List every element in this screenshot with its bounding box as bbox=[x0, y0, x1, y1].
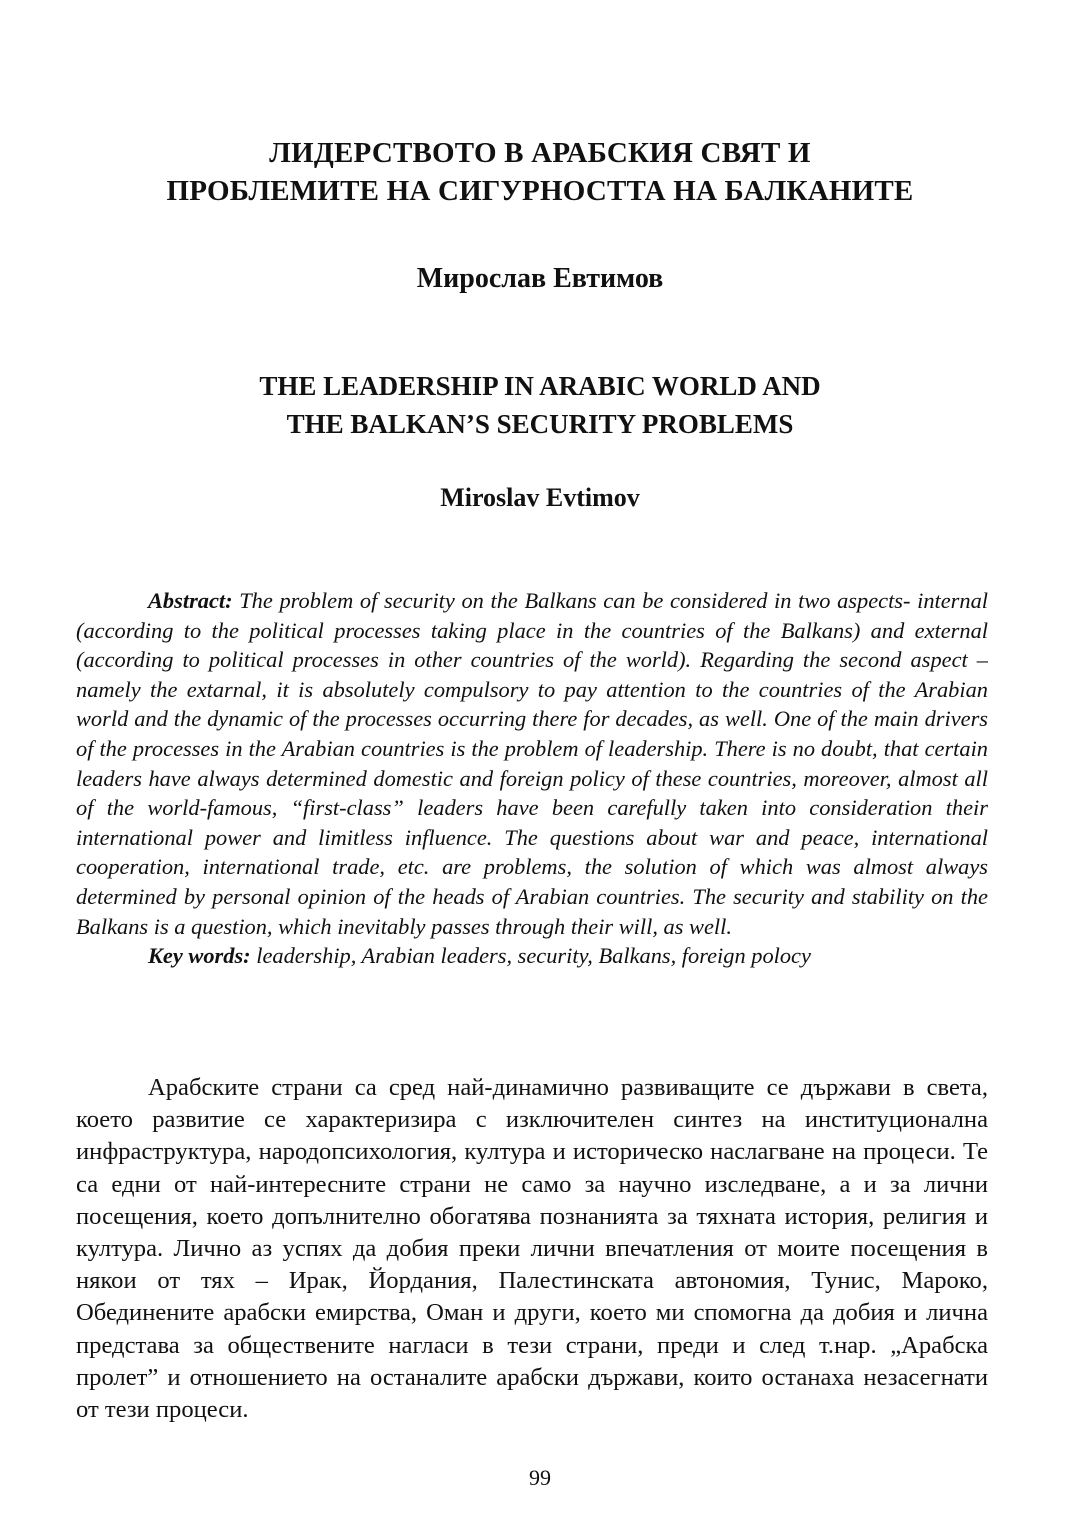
keywords-label: Key words: bbox=[148, 943, 251, 969]
abstract-paragraph bbox=[76, 586, 988, 941]
title-english bbox=[60, 367, 1020, 443]
abstract-label: Abstract: bbox=[148, 588, 233, 613]
page-number: 99 bbox=[529, 1465, 551, 1490]
keywords-text: leadership, Arabian leaders, security, Balkans, foreign polocy bbox=[250, 943, 811, 969]
title-bulgarian bbox=[60, 134, 1020, 210]
title-bulgarian-line-2: ПРОБЛЕМИТЕ НА СИГУРНОСТТА НА БАЛКАНИТЕ bbox=[166, 175, 914, 207]
body-paragraph: Арабските страни са сред най-динамично развиващите се държави в света, което развитие се характеризира с изключителен синтез на институционална инфраструктура, народопсихология, култура и историческо наслагване на процеси. Те са едни от най-интересните страни не само за научно изследване, а и за лични посещения, което допълнително обогатява познанията за тяхната история, религия и култура. Лично аз успях да добия преки лични впечатления от моите посещения в някои от тях – Ирак, Йордания, Палестинската автономия, Тунис, Мароко, Обединените арабски емирства, Оман и други, което ми спомогна да добия и лична представа за обществените нагласи в тези страни, преди и след т.нар. „Арабска пролет” и отношението на останалите арабски държави, които останаха незасегнати от тези процеси. bbox=[76, 1074, 988, 1424]
keywords-line bbox=[76, 941, 988, 971]
abstract-block bbox=[76, 586, 988, 971]
abstract-text: The problem of security on the Balkans can be considered in two aspects- internal (according to the political processes taking place in the countries of the Balkans) and external (according to political processes in other countries of the world). Regarding the second aspect – namely the extarnal, it is absolutely compulsory to pay attention to the countries of the Arabian world and the dynamic of the processes occurring there for decades, as well. One of the main drivers of the processes in the Arabian countries is the problem of leadership. There is no doubt, that certain leaders have always determined domestic and foreign policy of these countries, moreover, almost all of the world-famous, “first-class” leaders have been carefully taken into consideration their international power and limitless influence. The questions about war and peace, international cooperation, international trade, etc. are problems, the solution of which was almost always determined by personal opinion of the heads of Arabian countries. The security and stability on the Balkans is a question, which inevitably passes through their will, as well. bbox=[76, 588, 988, 939]
title-english-line-2: THE BALKAN’S SECURITY PROBLEMS bbox=[286, 409, 794, 439]
title-bulgarian-line-1: ЛИДЕРСТВОТО В АРАБСКИЯ СВЯТ И bbox=[269, 137, 811, 169]
title-english-line-1: THE LEADERSHIP IN ARABIC WORLD AND bbox=[259, 371, 821, 401]
author-english: Miroslav Evtimov bbox=[440, 483, 640, 512]
author-bulgarian: Мирослав Евтимов bbox=[416, 263, 664, 294]
